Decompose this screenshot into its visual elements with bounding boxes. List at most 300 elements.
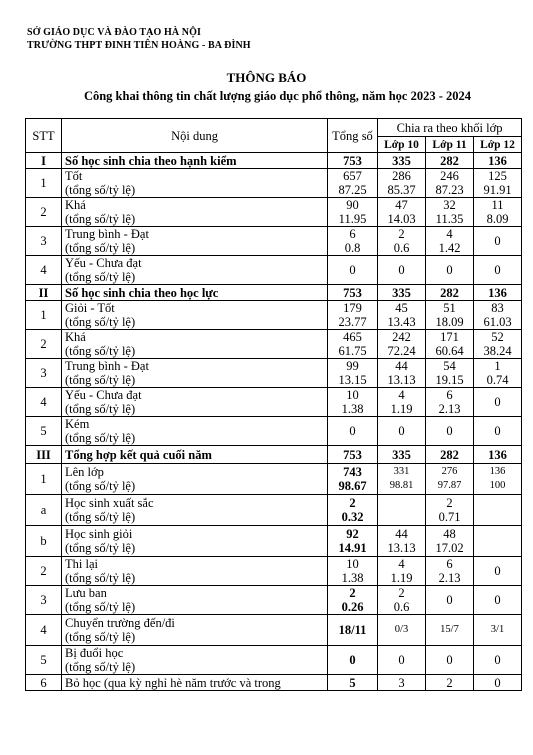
cell-count: 753 [343, 153, 362, 168]
cell-count: 0 [349, 263, 356, 277]
cell-rate: 1.19 [390, 571, 413, 585]
row-sublabel: (tổng số/tỷ lệ) [65, 510, 136, 524]
cell-count: 4 [398, 557, 405, 571]
header-total-line2: số [361, 128, 373, 143]
row-content [62, 586, 328, 615]
cell-rate: 13.13 [387, 541, 416, 555]
row-stt: II [26, 285, 62, 301]
cell-count: 0/3 [394, 624, 409, 635]
cell-count: 52 [491, 330, 504, 344]
cell-g11 [426, 153, 474, 169]
row-label: Tổng hợp kết quả cuối năm [65, 447, 212, 462]
header-total-line1: Tổng [332, 128, 359, 143]
row-stt: b [26, 526, 62, 557]
cell-g10 [378, 198, 426, 227]
row-sublabel: (tổng số/tỷ lệ) [65, 241, 136, 255]
row-content [62, 646, 328, 675]
row-stt: 6 [26, 675, 62, 691]
row-stt: 3 [26, 227, 62, 256]
cell-total [328, 388, 378, 417]
cell-g10 [378, 301, 426, 330]
cell-g10 [378, 330, 426, 359]
cell-count: 335 [392, 447, 411, 462]
cell-count: 3/1 [490, 624, 505, 635]
cell-total [328, 301, 378, 330]
cell-count: 286 [392, 169, 411, 183]
table-row [26, 646, 522, 675]
cell-count: 136 [488, 447, 507, 462]
cell-count: 282 [440, 447, 459, 462]
cell-count: 125 [488, 169, 507, 183]
cell-g10 [378, 646, 426, 675]
cell-g12 [474, 388, 522, 417]
cell-g12 [474, 359, 522, 388]
notice-subtitle: Công khai thông tin chất lượng giáo dục phổ thông, năm học 2023 - 2024 [83, 89, 472, 103]
cell-count: 136 [489, 466, 506, 477]
table-row [26, 586, 522, 615]
cell-total [328, 256, 378, 285]
row-label: Yếu - Chưa đạt [65, 256, 142, 270]
table-row [26, 388, 522, 417]
cell-count: 335 [392, 153, 411, 168]
cell-rate: 87.23 [435, 183, 464, 197]
cell-g11 [426, 388, 474, 417]
row-stt: 5 [26, 646, 62, 675]
cell-rate: 60.64 [435, 344, 464, 358]
cell-total [328, 495, 378, 526]
cell-g10 [378, 464, 426, 495]
row-content [62, 464, 328, 495]
table-row [26, 330, 522, 359]
cell-g12 [474, 169, 522, 198]
cell-rate: 23.77 [338, 315, 367, 329]
cell-count: 276 [441, 466, 458, 477]
cell-g11 [426, 169, 474, 198]
cell-count: 44 [395, 527, 408, 541]
cell-count: 657 [343, 169, 362, 183]
row-label: Trung bình - Đạt [65, 359, 149, 373]
cell-count: 331 [393, 466, 410, 477]
cell-count: 2 [398, 227, 405, 241]
cell-count: 171 [440, 330, 459, 344]
cell-total [328, 557, 378, 586]
cell-count: 47 [395, 198, 408, 212]
cell-g10 [378, 285, 426, 301]
table-row [26, 615, 522, 646]
cell-count: 2 [446, 675, 453, 690]
cell-count: 465 [343, 330, 362, 344]
row-content [62, 675, 328, 691]
row-label: Tốt [65, 169, 83, 183]
row-stt: 2 [26, 198, 62, 227]
cell-g11 [426, 359, 474, 388]
row-label: Học sinh xuất sắc [65, 496, 154, 510]
cell-g12 [474, 557, 522, 586]
cell-g10 [378, 359, 426, 388]
cell-rate: 1.38 [341, 571, 364, 585]
row-label: Yếu - Chưa đạt [65, 388, 142, 402]
row-label: Lưu ban [65, 586, 107, 600]
cell-total [328, 464, 378, 495]
row-label: Khá [65, 330, 86, 344]
row-content [62, 417, 328, 446]
cell-count: 18/11 [338, 623, 367, 637]
cell-count: 2 [349, 496, 356, 510]
cell-rate: 72.24 [387, 344, 416, 358]
row-sublabel: (tổng số/tỷ lệ) [65, 479, 136, 493]
row-stt: 1 [26, 169, 62, 198]
row-stt: a [26, 495, 62, 526]
cell-count: 242 [392, 330, 411, 344]
cell-rate: 11.95 [338, 212, 367, 226]
row-content [62, 557, 328, 586]
table-row [26, 526, 522, 557]
cell-count: 0 [349, 424, 356, 438]
cell-count: 10 [346, 388, 359, 402]
row-stt: 1 [26, 464, 62, 495]
cell-total [328, 153, 378, 169]
header-grade-group: Chia ra theo khối lớp [378, 119, 522, 137]
cell-rate: 61.75 [338, 344, 367, 358]
cell-rate: 85.37 [387, 183, 416, 197]
notice-title: THÔNG BÁO [226, 70, 307, 85]
row-label: Bị đuổi học [65, 646, 124, 660]
cell-count: 10 [346, 557, 359, 571]
cell-g10 [378, 586, 426, 615]
cell-count: 282 [440, 153, 459, 168]
cell-count: 4 [398, 388, 405, 402]
cell-count: 0 [494, 653, 501, 667]
row-stt: 2 [26, 557, 62, 586]
table-row [26, 301, 522, 330]
cell-g12 [474, 675, 522, 691]
cell-count: 6 [446, 557, 453, 571]
row-sublabel: (tổng số/tỷ lệ) [65, 660, 136, 674]
cell-rate: 13.43 [387, 315, 416, 329]
cell-count: 2 [446, 496, 453, 510]
row-sublabel: (tổng số/tỷ lệ) [65, 600, 136, 614]
cell-g10 [378, 417, 426, 446]
row-label: Trung bình - Đạt [65, 227, 149, 241]
cell-count: 1 [494, 359, 501, 373]
cell-count: 6 [349, 227, 356, 241]
cell-rate: 18.09 [435, 315, 464, 329]
table-row [26, 359, 522, 388]
cell-count: 0 [446, 653, 453, 667]
cell-rate: 0.26 [341, 600, 364, 614]
cell-count: 0 [494, 564, 501, 578]
cell-g12 [474, 301, 522, 330]
cell-count: 3 [398, 675, 405, 690]
cell-rate: 100 [489, 480, 506, 491]
row-content [62, 388, 328, 417]
cell-total [328, 198, 378, 227]
cell-count: 0 [398, 653, 405, 667]
cell-g10 [378, 169, 426, 198]
cell-g12 [474, 285, 522, 301]
row-content [62, 330, 328, 359]
row-label: Thi lại [65, 557, 98, 571]
cell-count: 5 [349, 675, 356, 690]
row-content [62, 301, 328, 330]
header-grade-10: Lớp 10 [378, 137, 426, 153]
cell-g11 [426, 301, 474, 330]
cell-g12 [474, 464, 522, 495]
cell-g10 [378, 446, 426, 464]
row-sublabel: (tổng số/tỷ lệ) [65, 183, 136, 197]
table-row [26, 557, 522, 586]
row-label: Khá [65, 198, 86, 212]
row-sublabel: (tổng số/tỷ lệ) [65, 571, 136, 585]
table-row [26, 495, 522, 526]
cell-total [328, 227, 378, 256]
cell-count: 179 [343, 301, 362, 315]
cell-rate: 1.19 [390, 402, 413, 416]
cell-g10 [378, 227, 426, 256]
cell-g11 [426, 615, 474, 646]
cell-g10 [378, 526, 426, 557]
cell-rate: 2.13 [438, 571, 461, 585]
cell-count: 0 [398, 424, 405, 438]
table-row [26, 675, 522, 691]
cell-g11 [426, 464, 474, 495]
cell-total [328, 646, 378, 675]
cell-rate: 87.25 [338, 183, 367, 197]
cell-count: 0 [494, 424, 501, 438]
row-content [62, 615, 328, 646]
cell-count: 335 [392, 285, 411, 300]
row-stt: 3 [26, 359, 62, 388]
row-sublabel: (tổng số/tỷ lệ) [65, 431, 136, 445]
cell-count: 6 [446, 388, 453, 402]
cell-count: 0 [494, 675, 501, 690]
cell-g12 [474, 330, 522, 359]
row-sublabel: (tổng số/tỷ lệ) [65, 270, 136, 284]
cell-g12 [474, 526, 522, 557]
cell-g10 [378, 153, 426, 169]
cell-rate: 2.13 [438, 402, 461, 416]
row-sublabel: (tổng số/tỷ lệ) [65, 373, 136, 387]
cell-count: 753 [343, 447, 362, 462]
row-content [62, 446, 328, 464]
row-sublabel: (tổng số/tỷ lệ) [65, 402, 136, 416]
cell-rate: 17.02 [435, 541, 464, 555]
header-grade-12: Lớp 12 [474, 137, 522, 153]
cell-count: 246 [440, 169, 459, 183]
cell-count: 83 [491, 301, 504, 315]
cell-count: 282 [440, 285, 459, 300]
row-stt: 4 [26, 388, 62, 417]
row-stt: III [26, 446, 62, 464]
row-content [62, 526, 328, 557]
cell-count: 44 [395, 359, 408, 373]
cell-rate: 97.87 [437, 480, 462, 491]
cell-total [328, 446, 378, 464]
table-row [26, 227, 522, 256]
cell-rate: 0.6 [393, 600, 410, 614]
row-content [62, 227, 328, 256]
cell-g10 [378, 615, 426, 646]
cell-total [328, 675, 378, 691]
cell-rate: 14.03 [387, 212, 416, 226]
row-label: Số học sinh chia theo hạnh kiểm [65, 153, 237, 168]
cell-g10 [378, 675, 426, 691]
cell-rate: 98.67 [338, 479, 367, 493]
row-content [62, 359, 328, 388]
row-label: Kém [65, 417, 90, 431]
cell-count: 0 [446, 263, 453, 277]
cell-rate: 8.09 [486, 212, 509, 226]
cell-g10 [378, 388, 426, 417]
cell-g12 [474, 495, 522, 526]
cell-rate: 98.81 [389, 480, 414, 491]
cell-g12 [474, 198, 522, 227]
cell-total [328, 330, 378, 359]
cell-count: 0 [494, 395, 501, 409]
cell-count: 4 [446, 227, 453, 241]
cell-g12 [474, 153, 522, 169]
table-row [26, 464, 522, 495]
row-label: Lên lớp [65, 465, 104, 479]
cell-rate: 14.91 [338, 541, 367, 555]
cell-total [328, 285, 378, 301]
row-stt: 4 [26, 256, 62, 285]
row-stt: 1 [26, 301, 62, 330]
cell-g11 [426, 446, 474, 464]
cell-rate: 38.24 [483, 344, 512, 358]
cell-g12 [474, 227, 522, 256]
cell-rate: 13.13 [387, 373, 416, 387]
cell-g11 [426, 256, 474, 285]
cell-g11 [426, 198, 474, 227]
cell-g10 [378, 256, 426, 285]
header-content: Nội dung [62, 119, 328, 153]
cell-count: 54 [443, 359, 456, 373]
cell-g11 [426, 557, 474, 586]
row-stt: 4 [26, 615, 62, 646]
cell-g12 [474, 256, 522, 285]
cell-rate: 0.6 [393, 241, 410, 255]
cell-g11 [426, 417, 474, 446]
cell-g12 [474, 446, 522, 464]
table-row [26, 256, 522, 285]
cell-total [328, 586, 378, 615]
cell-count: 11 [491, 198, 504, 212]
row-sublabel: (tổng số/tỷ lệ) [65, 212, 136, 226]
row-stt: I [26, 153, 62, 169]
cell-total [328, 417, 378, 446]
cell-g11 [426, 675, 474, 691]
cell-count: 0 [398, 263, 405, 277]
cell-rate: 13.15 [338, 373, 367, 387]
cell-count: 15/7 [440, 624, 459, 635]
table-row [26, 417, 522, 446]
row-content [62, 198, 328, 227]
row-content [62, 153, 328, 169]
cell-g10 [378, 557, 426, 586]
cell-g12 [474, 615, 522, 646]
cell-g11 [426, 586, 474, 615]
row-label: Học sinh giỏi [65, 527, 133, 541]
cell-rate: 1.38 [341, 402, 364, 416]
row-label: Giỏi - Tốt [65, 301, 115, 315]
cell-total [328, 526, 378, 557]
cell-rate: 1.42 [438, 241, 461, 255]
cell-count: 136 [488, 285, 507, 300]
cell-g12 [474, 646, 522, 675]
cell-count: 45 [395, 301, 408, 315]
row-stt: 5 [26, 417, 62, 446]
cell-g11 [426, 646, 474, 675]
cell-count: 2 [398, 586, 405, 600]
cell-rate: 91.91 [483, 183, 512, 197]
row-sublabel: (tổng số/tỷ lệ) [65, 630, 136, 644]
header-total [328, 119, 378, 153]
cell-g12 [474, 586, 522, 615]
row-sublabel: (tổng số/tỷ lệ) [65, 541, 136, 555]
row-label: Chuyển trường đến/đi [65, 616, 175, 630]
cell-count: 99 [346, 359, 359, 373]
cell-rate: 11.35 [435, 212, 464, 226]
school-name: TRƯỜNG THPT ĐINH TIÊN HOÀNG - BA ĐÌNH [27, 40, 251, 51]
cell-rate: 61.03 [483, 315, 512, 329]
cell-count: 51 [443, 301, 456, 315]
cell-total [328, 359, 378, 388]
cell-total [328, 169, 378, 198]
cell-g11 [426, 285, 474, 301]
row-content [62, 256, 328, 285]
cell-count: 753 [343, 285, 362, 300]
cell-count: 0 [446, 593, 453, 607]
row-sublabel: (tổng số/tỷ lệ) [65, 315, 136, 329]
cell-count: 32 [443, 198, 456, 212]
cell-total [328, 615, 378, 646]
cell-g11 [426, 495, 474, 526]
cell-g11 [426, 227, 474, 256]
department-name: SỞ GIÁO DỤC VÀ ĐÀO TẠO HÀ NỘI [27, 27, 201, 38]
row-label: Bỏ học (qua kỳ nghỉ hè năm trước và trong [65, 675, 281, 690]
row-stt: 3 [26, 586, 62, 615]
section-row [26, 446, 522, 464]
cell-count: 0 [494, 263, 501, 277]
row-content [62, 285, 328, 301]
section-row [26, 153, 522, 169]
cell-count: 90 [346, 198, 359, 212]
cell-rate: 0.32 [341, 510, 364, 524]
cell-rate: 19.15 [435, 373, 464, 387]
row-stt: 2 [26, 330, 62, 359]
table-row [26, 169, 522, 198]
cell-count: 136 [488, 153, 507, 168]
row-content [62, 495, 328, 526]
cell-count: 48 [443, 527, 456, 541]
row-label: Số học sinh chia theo học lực [65, 285, 219, 300]
section-row [26, 285, 522, 301]
cell-rate: 0.74 [486, 373, 509, 387]
row-sublabel: (tổng số/tỷ lệ) [65, 344, 136, 358]
cell-g11 [426, 526, 474, 557]
table-row [26, 198, 522, 227]
quality-table [25, 118, 522, 691]
row-content [62, 169, 328, 198]
cell-count: 0 [494, 234, 501, 248]
cell-count: 0 [446, 424, 453, 438]
header-stt: STT [26, 119, 62, 153]
cell-count: 92 [346, 527, 359, 541]
cell-count: 0 [494, 593, 501, 607]
cell-g10 [378, 495, 426, 526]
header-grade-11: Lớp 11 [426, 137, 474, 153]
